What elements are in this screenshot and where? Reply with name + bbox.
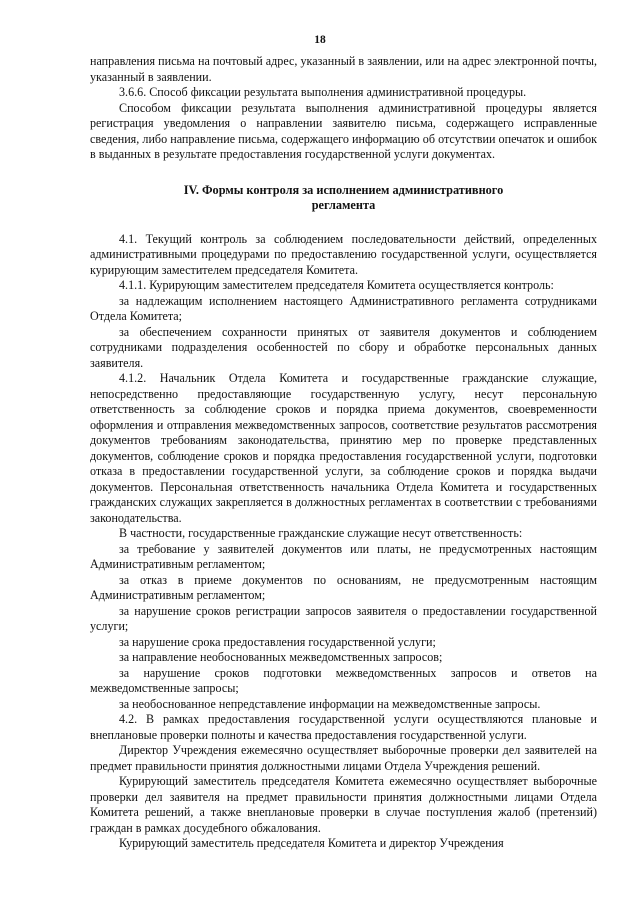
paragraph: за нарушение срока предоставления государственной услуги; (119, 634, 436, 649)
paragraph: за отказ в приеме документов по основаниям, не предусмотренным настоящим Административным регламентом; (90, 572, 597, 602)
paragraph: за нарушение сроков регистрации запросов заявителя о предоставлении государственной услуги; (90, 603, 597, 633)
paragraph: Директор Учреждения ежемесячно осуществляет выборочные проверки дел заявителей на предмет правильности принятия должностными лицами Отдела Учреждения решений. (90, 743, 597, 773)
paragraph: В частности, государственные гражданские служащие несут ответственность: (119, 526, 523, 540)
paragraph: за направление необоснованных межведомственных запросов; (119, 650, 443, 664)
paragraph: направления письма на почтовый адрес, указанный в заявлении, или на адрес электронной почты, указанный в заявлении. (90, 54, 597, 84)
section-heading (90, 183, 597, 214)
section-heading-line-2: регламента (311, 198, 376, 212)
paragraph: Курирующий заместитель председателя Комитета ежемесячно осуществляет выборочные проверки дел заявителя на предмет правильности принятия должностными лицами Отдела Комитета решений, а также внеплановые проверки в случае поступления жалоб (претензий) граждан в рамках досудебного обжалования. (90, 774, 597, 835)
paragraph: Курирующий заместитель председателя Комитета и директор Учреждения (119, 836, 504, 850)
paragraph: 4.2. В рамках предоставления государственной услуги осуществляются плановые и внеплановые проверки полноты и качества предоставления государственной услуги. (90, 712, 597, 742)
paragraph: 3.6.6. Способ фиксации результата выполнения административной процедуры. (119, 85, 527, 99)
paragraph: 4.1.1. Курирующим заместителем председателя Комитета осуществляется контроль: (119, 278, 554, 292)
page-content (90, 54, 597, 852)
paragraph: за нарушение сроков подготовки межведомственных запросов и ответов на межведомственные запросы; (90, 665, 597, 695)
paragraph: за необоснованное непредставление информации на межведомственные запросы. (119, 696, 541, 711)
section-heading-line-1: IV. Формы контроля за исполнением административного (183, 182, 504, 197)
paragraph: за обеспечением сохранности принятых от заявителя документов и соблюдением сотрудниками подразделения особенностей по сбору и обработке персональных данных заявителя. (90, 324, 597, 370)
main-paragraphs (90, 232, 597, 852)
paragraph: за надлежащим исполнением настоящего Административного регламента сотрудниками Отдела Комитета; (90, 293, 597, 323)
paragraph: 4.1. Текущий контроль за соблюдением последовательности действий, определенных административными процедурами по предоставлению государственной услуги, осуществляется курирующим заместителем председателя Комитета. (90, 231, 597, 277)
top-paragraphs (90, 54, 597, 163)
paragraph: Способом фиксации результата выполнения административной процедуры является регистрация уведомления о направлении заявителю письма, содержащего исправленные сведения, либо направление письма, содержащего информацию об отсутствии опечаток и ошибок в выданных в результате предоставления государственной услуги документах. (90, 100, 597, 161)
paragraph: 4.1.2. Начальник Отдела Комитета и государственные гражданские служащие, непосредственно предоставляющие государственную услугу, несут персональную ответственность за соблюдение сроков и порядка приема документов, своевременности оформления и отправления межведомственных запросов, соответствие результатов рассмотрения документов требованиям законодательства, принятию мер по проверке представленных документов, соблюдение сроков и порядка предоставления государственной услуги, подготовки отказа в предоставлении государственной услуги, за соблюдение сроков и порядка выдачи документов. Персональная ответственность начальника Отдела Комитета и государственных гражданских служащих закрепляется в должностных регламентах в соответствии с требованиями законодательства. (90, 371, 597, 525)
paragraph: за требование у заявителей документов или платы, не предусмотренных настоящим Административным регламентом; (90, 541, 597, 571)
page-number: 18 (314, 34, 326, 46)
